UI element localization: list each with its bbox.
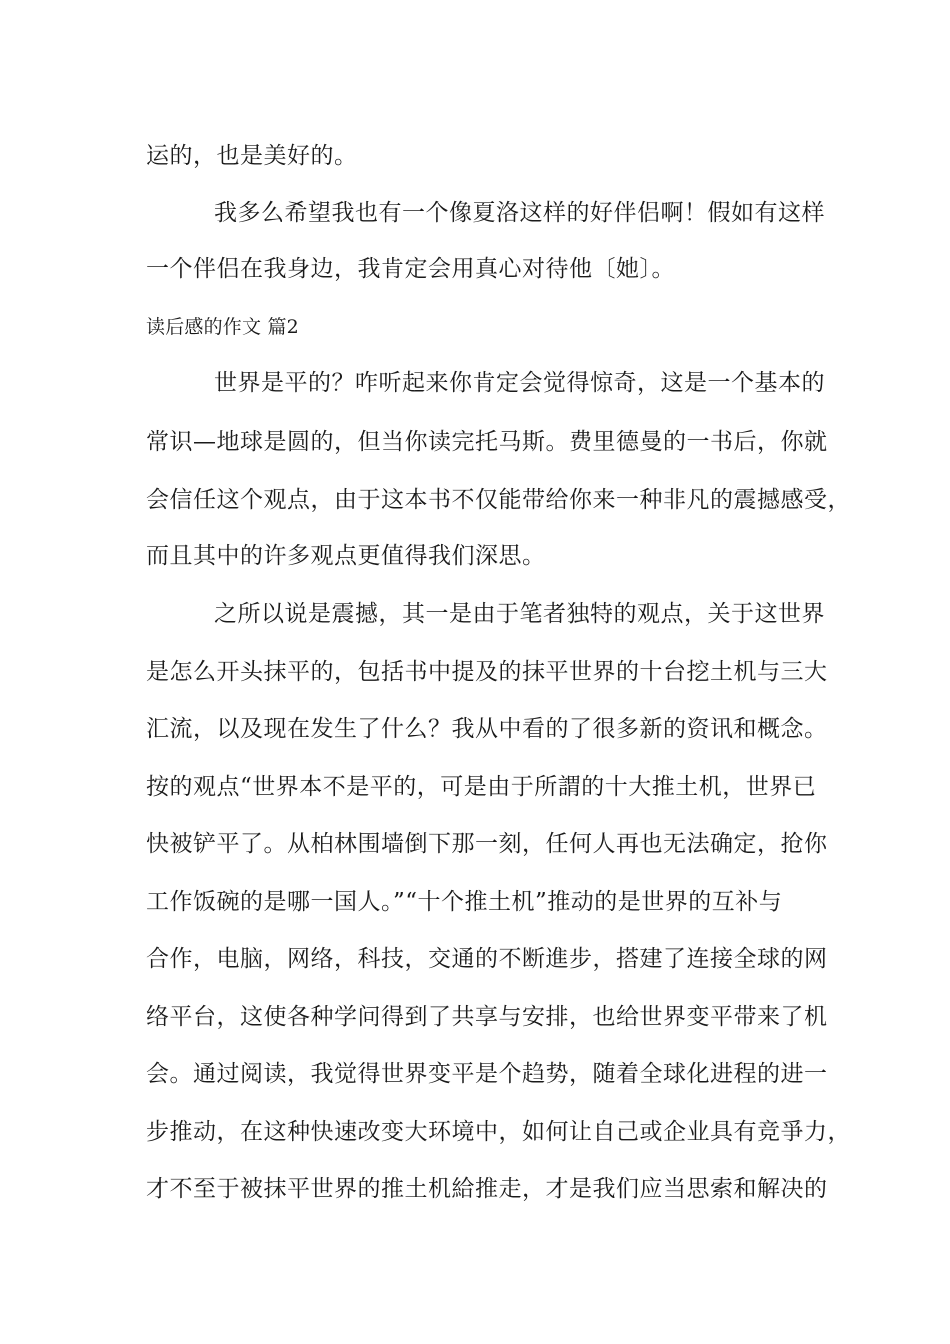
text-line: 常识—地球是圆的，但当你读完托马斯。费里德曼的一书后，你就 xyxy=(146,429,828,455)
text-line: 合作，电脑，网络，科技，交通的不断進步，搭建了连接全球的网 xyxy=(146,946,828,972)
text-line: 会。通过阅读，我觉得世界变平是个趋势，随着全球化进程的进一 xyxy=(146,1061,828,1087)
text-line: 才不至于被抹平世界的推土机給推走，才是我们应当思索和解决的 xyxy=(146,1176,828,1202)
paragraph-start-line: 之所以说是震撼，其一是由于笔者独特的观点，关于这世界 xyxy=(214,601,825,627)
text-line: 快被铲平了。从柏林围墙倒下那一刻，任何人再也无法确定，抢你 xyxy=(146,831,828,857)
text-line: 会信任这个观点，由于这本书不仅能带给你来一种非凡的震撼感受， xyxy=(146,487,851,513)
text-line: 工作饭碗的是哪一国人。”“十个推土机”推动的是世界的互补与 xyxy=(146,889,783,915)
text-line: 而且其中的许多观点更值得我们深思。 xyxy=(146,543,546,569)
paragraph-start-line: 世界是平的？咋听起来你肯定会觉得惊奇，这是一个基本的 xyxy=(214,370,825,396)
text-line: 步推动，在这种快速改变大环境中，如何让自己或企业具有竞爭力， xyxy=(146,1119,851,1145)
text-line: 汇流，以及现在发生了什么？我从中看的了很多新的资讯和概念。 xyxy=(146,716,828,742)
text-line: 运的，也是美好的。 xyxy=(146,143,358,169)
text-line: 按的观点“世界本不是平的，可是由于所謂的十大推土机，世界已 xyxy=(146,774,817,800)
text-line: 是怎么开头抹平的，包括书中提及的抹平世界的十台挖土机与三大 xyxy=(146,659,828,685)
paragraph-start-line: 我多么希望我也有一个像夏洛这样的好伴侣啊！假如有这样 xyxy=(214,200,825,226)
text-line: 络平台，这使各种学问得到了共享与安排，也给世界变平带来了机 xyxy=(146,1004,828,1030)
section-heading: 读后感的作文 篇2 xyxy=(146,316,299,338)
text-line: 一个伴侣在我身边，我肯定会用真心对待他〔她〕。 xyxy=(146,256,675,282)
